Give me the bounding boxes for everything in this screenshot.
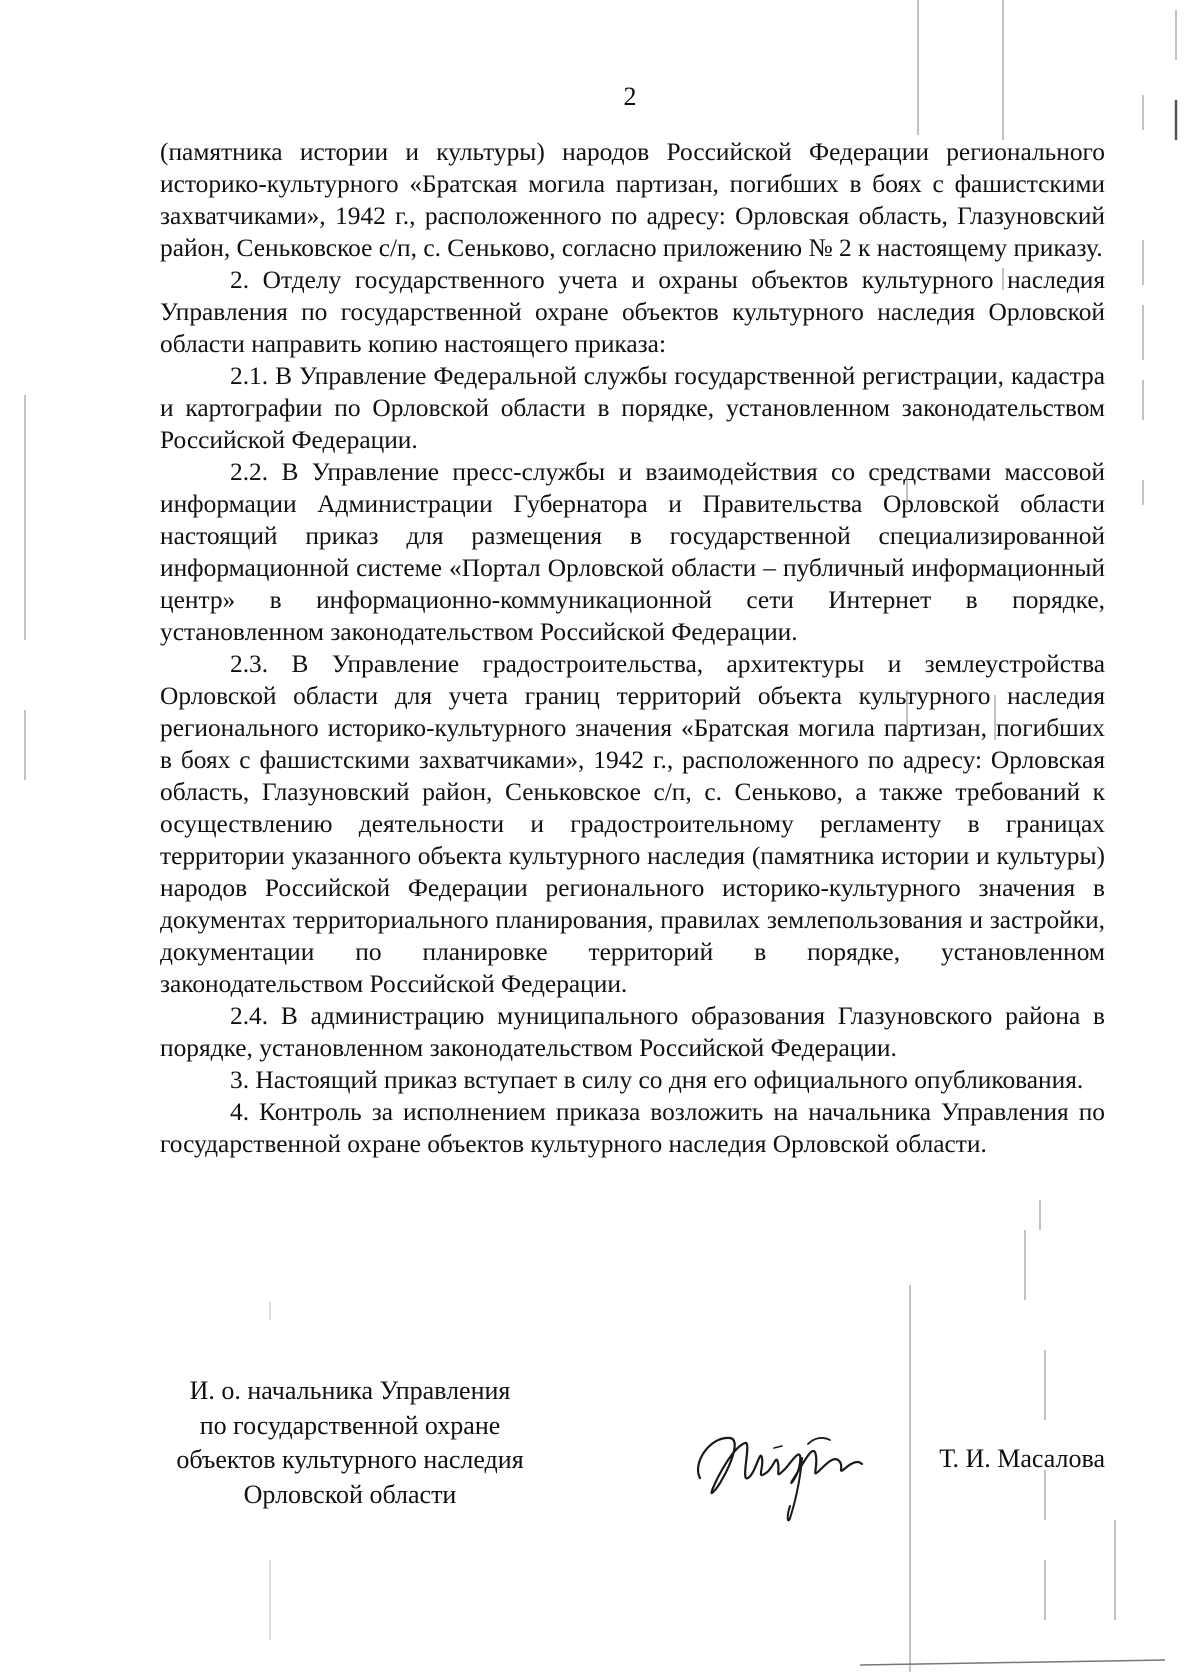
document-body (160, 136, 1105, 1160)
signatory-title-line: объектов культурного наследия (176, 1445, 524, 1474)
paragraph: 2.1. В Управление Федеральной службы государственной регистрации, кадастра и картографии по Орловской области в порядке, установленном законодательством Российской Федерации. (160, 362, 1105, 454)
page-number: 2 (623, 82, 637, 111)
signatory-title (150, 1374, 550, 1512)
paragraph: 2.4. В администрацию муниципального образования Глазуновского района в порядке, установленном законодательством Российской Федерации. (160, 1002, 1105, 1062)
paragraph: 2.2. В Управление пресс-службы и взаимодействия со средствами массовой информации Администрации Губернатора и Правительства Орловской области настоящий приказ для размещения в государственной специализированной информационной системе «Портал Орловской области – публичный информационный центр» в информационно-коммуникационной сети Интернет в порядке, установленном законодательством Российской Федерации. (160, 458, 1105, 646)
paragraph: 3. Настоящий приказ вступает в силу со дня его официального опубликования. (230, 1066, 1084, 1094)
signer-name: Т. И. Масалова (939, 1444, 1105, 1473)
paragraph: 2. Отделу государственного учета и охраны объектов культурного наследия Управления по государственной охране объектов культурного наследия Орловской области направить копию настоящего приказа: (160, 266, 1105, 358)
paragraph: 4. Контроль за исполнением приказа возложить на начальника Управления по государственной охране объектов культурного наследия Орловской области. (160, 1098, 1105, 1158)
paragraph: (памятника истории и культуры) народов Российской Федерации регионального историко-культурного «Братская могила партизан, погибших в боях с фашистскими захватчиками», 1942 г., расположенного по адресу: Орловская область, Глазуновский район, Сеньковское с/п, с. Сеньково, согласно приложению № 2 к настоящему приказу. (160, 138, 1105, 262)
handwritten-signature (690, 1418, 870, 1528)
signatory-title-line: Орловской области (243, 1479, 457, 1509)
signatory-title-line: по государственной охране (199, 1410, 501, 1440)
signatory-title-line: И. о. начальника Управления (189, 1376, 511, 1405)
paragraph: 2.3. В Управление градостроительства, архитектуры и землеустройства Орловской области для учета границ территорий объекта культурного наследия регионального историко-культурного значения «Братская могила партизан, погибших в боях с фашистскими захватчиками», 1942 г., расположенного по адресу: Орловская область, Глазуновский район, Сеньковское с/п, с. Сеньково, а также требований к осуществлению деятельности и градостроительному регламенту в границах территории указанного объекта культурного наследия (памятника истории и культуры) народов Российской Федерации регионального историко-культурного значения в документах территориального планирования, правилах землепользования и застройки, документации по планировке территорий в порядке, установленном законодательством Российской Федерации. (160, 650, 1105, 998)
